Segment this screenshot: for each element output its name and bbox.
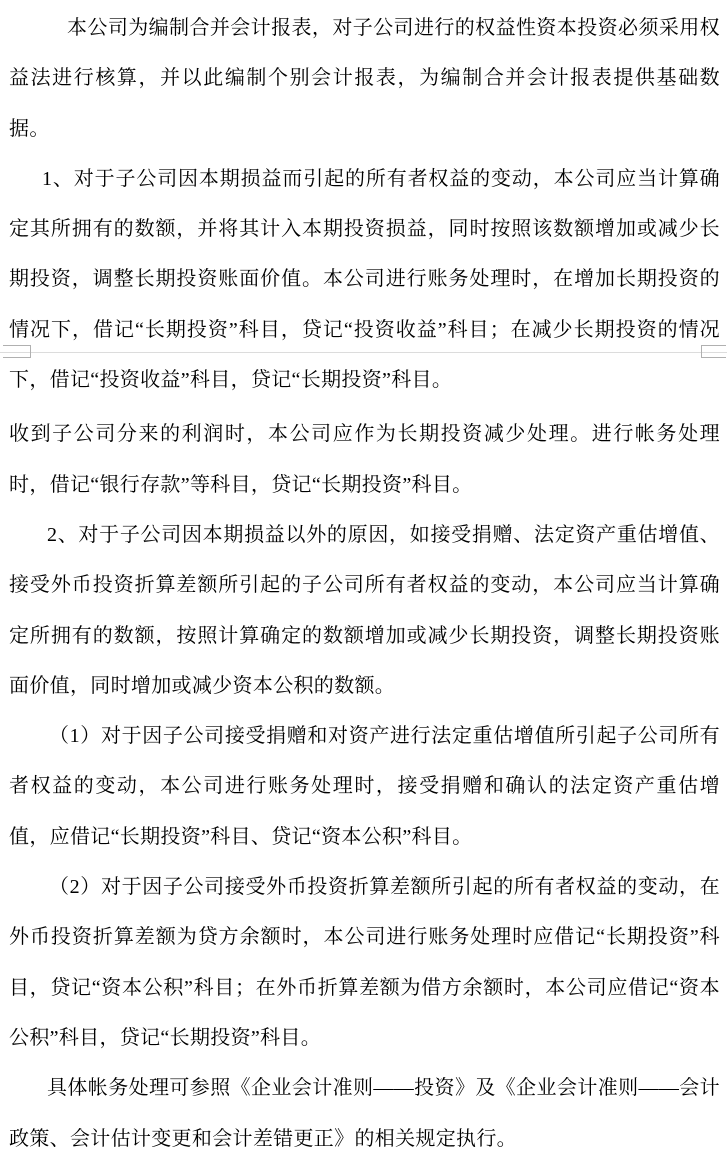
paragraph-4: 2、对于子公司因本期损益以外的原因，如接受捐赠、法定资产重估增值、接受外币投资折算差额所引起的子公司所有者权益的变动，本公司应当计算确定所拥有的数额，按照计算确定的数额增加或减少长期投资，调整长期投资账面价值，同时增加或减少资本公积的数额。 bbox=[9, 523, 720, 697]
paragraph-5: （1）对于因子公司接受捐赠和对资产进行法定重估增值所引起子公司所有者权益的变动，本公司进行账务处理时，接受捐赠和确认的法定资产重估增值，应借记“长期投资”科目、贷记“资本公积”科目。 bbox=[9, 725, 720, 848]
paragraph-2: 1、对于子公司因本期损益而引起的所有者权益的变动，本公司应当计算确定其所拥有的数额，并将其计入本期投资损益，同时按照该数额增加或减少长期投资，调整长期投资账面价值。本公司进行账务处理时，在增加长期投资的情况下，借记“长期投资”科目，贷记“投资收益”科目；在减少长期投资的情况下，借记“投资收益”科目，贷记“长期投资”科目。 bbox=[9, 167, 720, 392]
paragraph-6: （2）对于因子公司接受外币投资折算差额所引起的所有者权益的变动，在外币投资折算差额为贷方余额时，本公司进行账务处理时应借记“长期投资”科目，贷记“资本公积”科目；在外币折算差额为借方余额时，本公司应借记“资本公积”科目，贷记“长期投资”科目。 bbox=[9, 876, 720, 1049]
paragraph-1: 本公司为编制合并会计报表，对子公司进行的权益性资本投资必须采用权益法进行核算，并以此编制个别会计报表，为编制合并会计报表提供基础数据。 bbox=[9, 17, 720, 140]
paragraph-7: 具体帐务处理可参照《企业会计准则——投资》及《企业会计准则——会计政策、会计估计变更和会计差错更正》的相关规定执行。 bbox=[9, 1077, 720, 1150]
paragraph-3: 收到子公司分来的利润时，本公司应作为长期投资减少处理。进行帐务处理时，借记“银行存款”等科目，贷记“长期投资”科目。 bbox=[9, 423, 720, 496]
